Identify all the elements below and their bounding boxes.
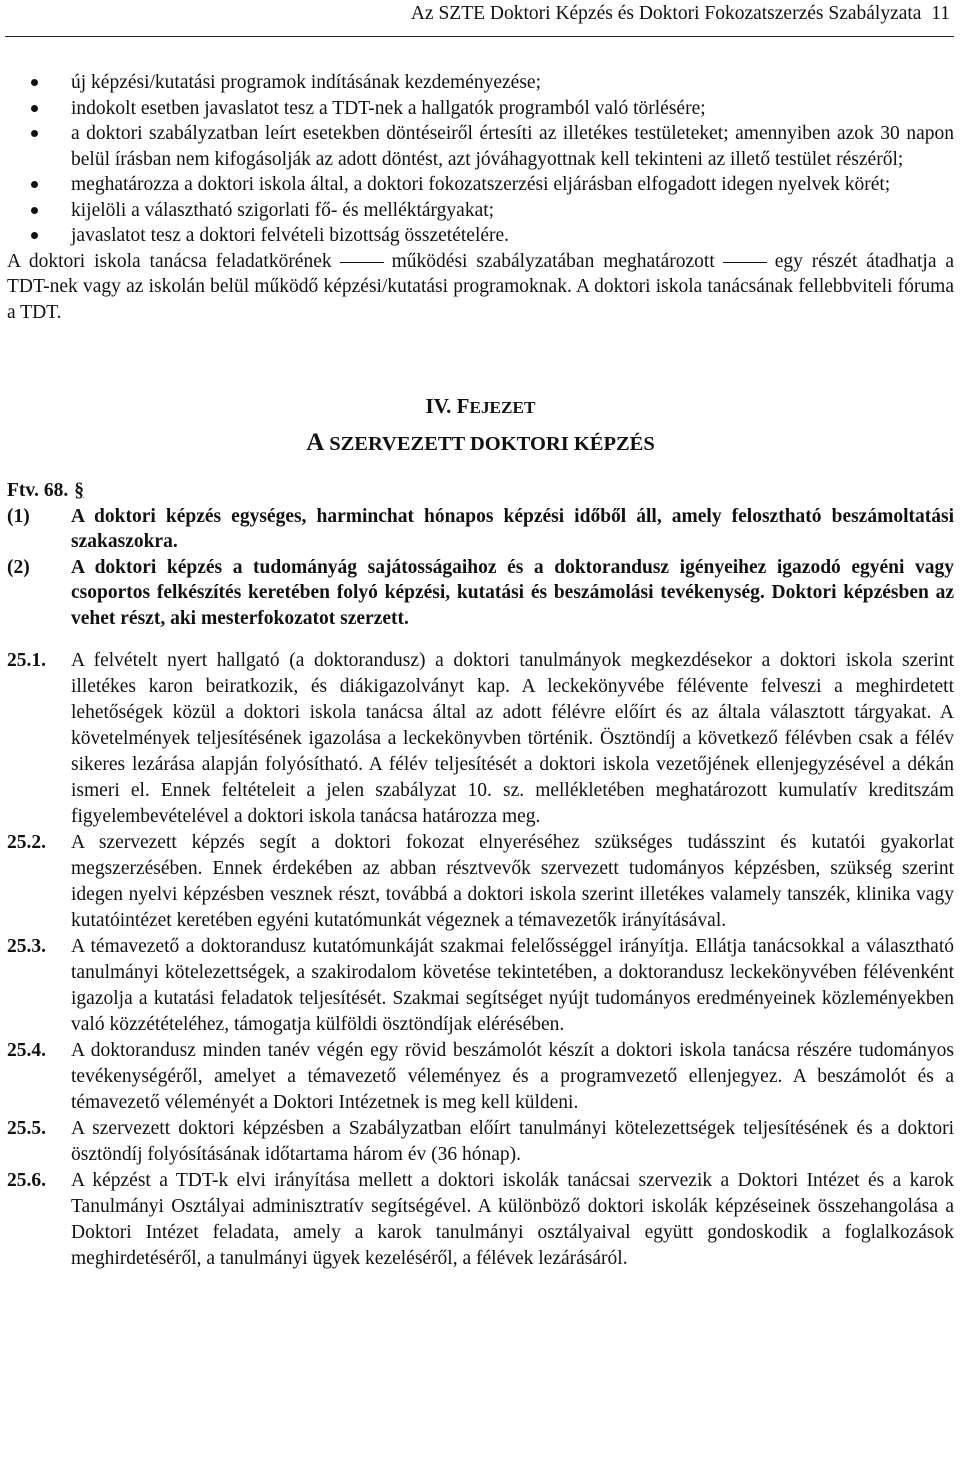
section-sign: § — [74, 480, 84, 501]
list-item: meghatározza a doktori iskola által, a doktori fokozatszerzési eljárásban elfogadott idegen nyelvek körét; — [7, 172, 954, 198]
em-dash — [723, 262, 767, 263]
bullet-icon — [31, 130, 38, 137]
list-item: a doktori szabályzatban leírt esetekben döntéseiről értesíti az illetékes testületeket; amennyiben azok 30 napon belül írásban nem kifogásolják az adott döntést, azt jóváhagyottnak kell tekinteni az illető testület részéről; — [7, 121, 954, 172]
header-title: Az SZTE Doktori Képzés és Doktori Fokozatszerzés Szabályzata — [410, 3, 922, 24]
law-reference: Ftv. 68. § — [7, 478, 954, 504]
numbered-sections — [7, 648, 954, 1272]
section-25-5: 25.5. A szervezett doktori képzésben a Szabályzatban előírt tanulmányi kötelezettségek teljesítésének és a doktori ösztöndíj folyósításának időtartama három év (36 hónap). — [7, 1118, 954, 1165]
em-dash — [340, 262, 384, 263]
law-items — [7, 504, 954, 632]
list-item: kijelöli a választható szigorlati fő- és melléktárgyakat; — [7, 198, 954, 224]
section-25-2: 25.2. A szervezett képzés segít a doktori fokozat elnyeréséhez szükséges tudásszint és kutatói gyakorlat megszerzésében. Ennek érdekében az abban résztvevők szervezett tudományos képzésben, szükség szerint idegen nyelvi képzésben vesznek részt, továbbá a doktori iskola szerint illetékes valamely tanszék, klinika vagy kutatóintézet keretében egyéni kutatómunkát végeznek a témavezetők irányításával. — [7, 832, 954, 931]
council-paragraph: A doktori iskola tanácsa feladatkörének működési szabályzatában meghatározott egy részét átadhatja a TDT-nek vagy az iskolán belül működő képzési/kutatási programoknak. A doktori iskola tanácsának fellebbviteli fóruma a TDT. — [7, 250, 955, 323]
chapter-number: IV. FEJEZET — [425, 394, 536, 418]
chapter-title: A SZERVEZETT DOKTORI KÉPZÉS — [306, 429, 655, 456]
list-item: új képzési/kutatási programok indításának kezdeményezése; — [7, 70, 954, 96]
header-rule — [5, 36, 954, 37]
chapter-heading — [7, 393, 954, 462]
list-item: javaslatot tesz a doktori felvételi bizottság összetételére. — [7, 223, 954, 249]
page-number: 11 — [931, 3, 950, 24]
bullet-icon — [31, 232, 38, 239]
duty-list — [7, 70, 954, 249]
bullet-icon — [31, 181, 38, 188]
running-header — [411, 2, 950, 26]
bullet-icon — [31, 207, 38, 214]
section-25-4: 25.4. A doktorandusz minden tanév végén egy rövid beszámolót készít a doktori iskola tanácsa részére tudományos tevékenységéről, amelyet a témavezető véleményez és a programvezető ellenjegyez. A beszámolót és a témavezető véleményét a Doktori Intézetnek is meg kell küldeni. — [7, 1040, 954, 1113]
section-25-6: 25.6. A képzést a TDT-k elvi irányítása mellett a doktori iskolák tanácsai szervezik a Doktori Intézet és a karok Tanulmányi Osztályai adminisztratív segítségével. A különböző doktori iskolák képzéseinek összehangolása a Doktori Intézet feladata, amely a karok tanulmányi osztályaival együtt gondoskodik a foglalkozások meghirdetéséről, a tanulmányi ügyek kezeléséről, a félévek lezárásáról. — [7, 1170, 954, 1269]
section-25-1: 25.1. A felvételt nyert hallgató (a doktorandusz) a doktori tanulmányok megkezdésekor a doktori iskola szerint illetékes karon beiratkozik, és diákigazolványt kap. A leckekönyvébe félévente felveszi a meghirdetett lehetőségek közül a doktori iskola tanácsa által az adott félévre előírt és az általa választott tárgyakat. A követelmények teljesítésének igazolása a leckekönyvben történik. Ösztöndíj a következő félévben csak a félév sikeres lezárása alapján folyósítható. A félév teljesítését a doktori iskola vezetőjének ellenjegyzésével a dékán ismeri el. Ennek feltételeit a jelen szabályzat 10. sz. mellékletében meghatározott kumulatív kreditszám figyelembevételével a doktori iskola tanácsa határozza meg. — [7, 650, 954, 827]
bullet-icon — [31, 105, 38, 112]
list-item: indokolt esetben javaslatot tesz a TDT-nek a hallgatók programból való törlésére; — [7, 96, 954, 122]
section-25-3: 25.3. A témavezető a doktorandusz kutatómunkáját szakmai felelősséggel irányítja. Ellátja tanácsokkal a választható tanulmányi kötelezettségek, a szakirodalom követése tekintetében, a doktorandusz leckekönyvében félévenként igazolja a kutatási feladatok teljesítését. Szakmai segítséget nyújt tudományos eredményeinek közleményekben való közzétételéhez, támogatja külföldi ösztöndíjak elérésében. — [7, 936, 954, 1035]
bullet-icon — [31, 79, 38, 86]
law-item: (2) A doktori képzés a tudományág sajátosságaihoz és a doktorandusz igényeihez igazodó egyéni vagy csoportos felkészítés keretében folyó képzési, kutatási és beszámolási tevékenység. Doktori képzésben az vehet részt, aki mesterfokozatot szerzett. — [7, 556, 954, 629]
law-item: (1) A doktori képzés egységes, harminchat hónapos képzési időből áll, amely felosztható beszámoltatási szakaszokra. — [7, 505, 954, 552]
page-body — [7, 70, 954, 1272]
